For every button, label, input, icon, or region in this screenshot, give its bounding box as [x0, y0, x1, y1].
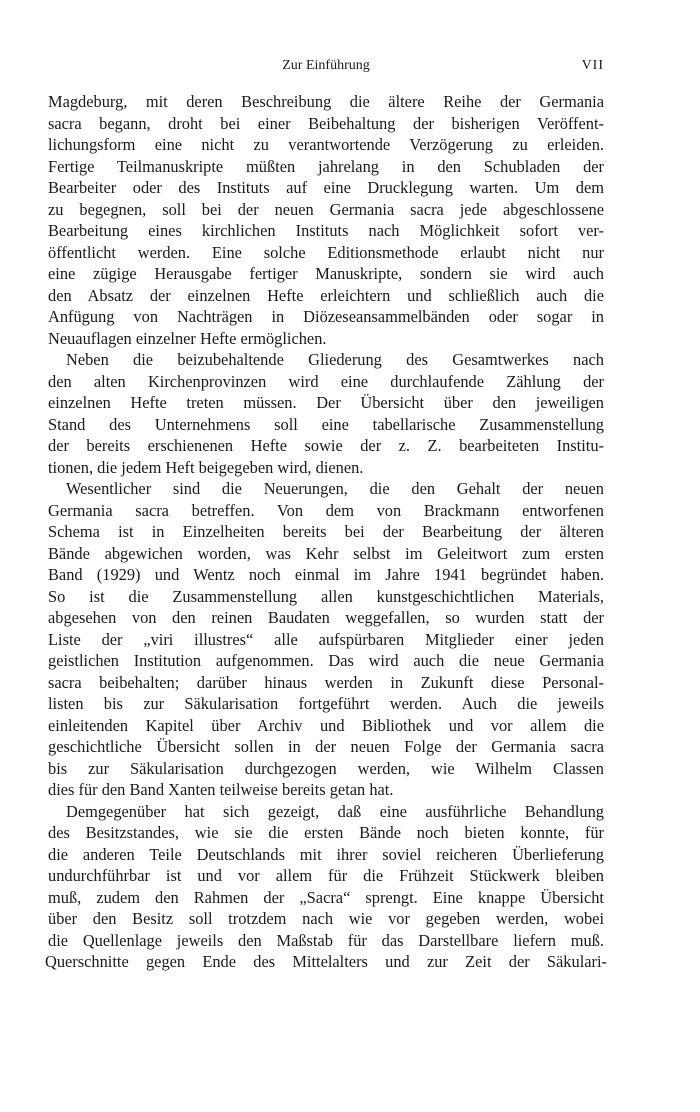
text-line: Bearbeitung eines kirchlichen Instituts nach Möglichkeit sofort ver-: [48, 221, 604, 240]
text-line: Bearbeiter oder des Instituts auf eine Drucklegung warten. Um dem: [48, 178, 604, 197]
paragraph-first-line: Demgegenüber hat sich gezeigt, daß eine ausführliche Behandlung: [66, 801, 604, 821]
text-line: öffentlicht werden. Eine solche Editionsmethode erlaubt nicht nur: [48, 242, 604, 262]
text-line: des Besitzstandes, wie sie die ersten Bände noch bieten konnte, für: [48, 823, 604, 842]
text-line: Querschnitte gegen Ende des Mittelalters und zur Zeit der Säkulari-: [45, 952, 607, 971]
text-line: einleitenden Kapitel über Archiv und Bibliothek und vor allem die: [48, 715, 604, 735]
paragraph-last-line: Neuauflagen einzelner Hefte ermöglichen.: [48, 328, 327, 348]
paragraph-last-line: dies für den Band Xanten teilweise bereits getan hat.: [48, 780, 394, 799]
text-line: Band (1929) und Wentz noch einmal im Jahre 1941 begründet haben.: [48, 565, 604, 584]
text-line: abgesehen von den reinen Baudaten weggefallen, so wurden statt der: [48, 608, 604, 627]
text-line: zu begegnen, soll bei der neuen Germania sacra jede abgeschlossene: [48, 199, 604, 219]
text-line: eine zügige Herausgabe fertiger Manuskripte, sondern sie wird auch: [48, 264, 604, 283]
text-line: Liste der „viri illustres“ alle aufspürbaren Mitglieder einer jeden: [48, 629, 604, 649]
text-line: sacra begann, droht bei einer Beibehaltung der bisherigen Veröffent-: [48, 113, 604, 133]
text-line: Schema ist in Einzelheiten bereits bei der Bearbeitung der älteren: [48, 522, 604, 541]
text-line: geschichtliche Übersicht sollen in der neuen Folge der Germania sacra: [48, 737, 604, 756]
text-line: der bereits erschienenen Hefte sowie der z. Z. bearbeiteten Institu-: [48, 436, 604, 455]
text-line: Bände abgewichen worden, was Kehr selbst im Geleitwort zum ersten: [48, 543, 604, 563]
text-line: lichungsform eine nicht zu verantwortende Verzögerung zu erleiden.: [48, 135, 604, 154]
text-line: bis zur Säkularisation durchgezogen werden, wie Wilhelm Classen: [48, 758, 604, 778]
text-line: muß, zudem den Rahmen der „Sacra“ sprengt. Eine knappe Übersicht: [48, 887, 604, 907]
text-line: über den Besitz soll trotzdem nach wie vor gegeben werden, wobei: [48, 909, 604, 928]
paragraph-first-line: Neben die beizubehaltende Gliederung des Gesamtwerkes nach: [66, 350, 604, 369]
running-head: [48, 56, 604, 76]
text-line: einzelnen Hefte treten müssen. Der Übersicht über den jeweiligen: [48, 393, 604, 412]
running-title: Zur Einführung: [282, 58, 370, 73]
text-line: listen bis zur Säkularisation fortgeführt werden. Auch die jeweils: [48, 694, 604, 713]
text-line: Magdeburg, mit deren Beschreibung die ältere Reihe der Germania: [48, 92, 604, 111]
text-line: die anderen Teile Deutschlands mit ihrer soviel reicheren Überlieferung: [48, 844, 604, 864]
body-text: [45, 91, 607, 973]
text-line: geistlichen Institution aufgenommen. Das wird auch die neue Germania: [48, 651, 604, 670]
text-line: Anfügung von Nachträgen in Diözeseansammelbänden oder sogar in: [48, 307, 604, 326]
text-line: So ist die Zusammenstellung allen kunstgeschichtlichen Materials,: [48, 586, 604, 606]
paragraph-last-line: tionen, die jedem Heft beigegeben wird, dienen.: [48, 457, 364, 477]
text-line: sacra beibehalten; darüber hinaus werden in Zukunft diese Personal-: [48, 672, 604, 692]
paragraph-first-line: Wesentlicher sind die Neuerungen, die den Gehalt der neuen: [66, 479, 604, 498]
text-line: Fertige Teilmanuskripte müßten jahrelang in den Schubladen der: [48, 156, 604, 176]
text-line: Stand des Unternehmens soll eine tabellarische Zusammenstellung: [48, 414, 604, 434]
text-line: den Absatz der einzelnen Hefte erleichtern und schließlich auch die: [48, 285, 604, 305]
text-line: die Quellenlage jeweils den Maßstab für das Darstellbare liefern muß.: [48, 930, 604, 950]
text-line: undurchführbar ist und vor allem für die Frühzeit Stückwerk bleiben: [48, 866, 604, 885]
page-number: VII: [581, 58, 604, 73]
text-line: den alten Kirchenprovinzen wird eine durchlaufende Zählung der: [48, 371, 604, 391]
text-line: Germania sacra betreffen. Von dem von Brackmann entworfenen: [48, 500, 604, 520]
